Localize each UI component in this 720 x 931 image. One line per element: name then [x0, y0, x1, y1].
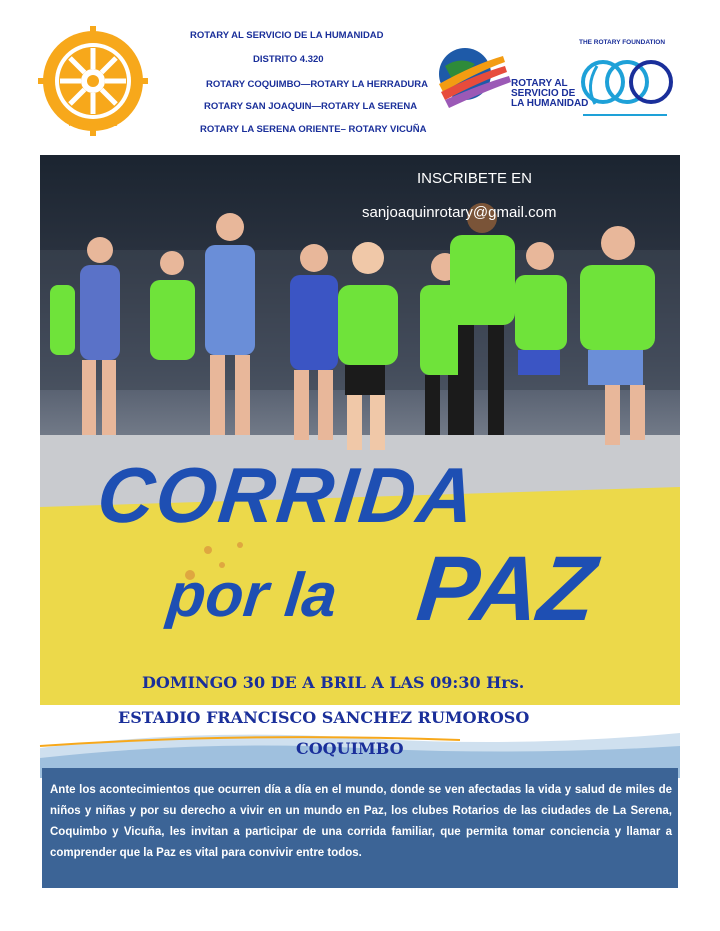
header-line-3: ROTARY COQUIMBO—ROTARY LA HERRADURA [206, 79, 429, 90]
rotary-wheel-logo [40, 28, 146, 134]
title-paz: PAZ [412, 538, 601, 640]
header-line-5: ROTARY LA SERENA ORIENTE– ROTARY VICUÑA [200, 124, 427, 135]
register-label: INSCRIBETE EN [417, 170, 533, 187]
rotary-foundation-logo [575, 34, 675, 124]
header-line-4: ROTARY SAN JOAQUIN—ROTARY LA SERENA [204, 101, 418, 112]
title-corrida: CORRIDA [93, 451, 481, 539]
service-logo-line-2: SERVICIO DE [511, 88, 576, 99]
service-logo-line-1: ROTARY AL [511, 78, 568, 89]
wheel-top-text: ROTARY [78, 37, 108, 44]
wheel-bottom-text: INTERNATIONAL [68, 122, 118, 128]
header [40, 22, 680, 154]
description-text: Ante los acontecimientos que ocurren día a día en el mundo, donde se ven afectadas la vida y salud de miles de niños y niñas y por su derecho a vivir en un mundo en Paz, los clubes Rotarios de las ciudades de La Serena, Coquimbo y Vicuña, les invitan a participar de una corrida familiar, que permita tomar conciencia y llamar a comprender que la Paz es vital para convivir entre todos. [50, 784, 672, 859]
event-date: DOMINGO 30 DE A BRIL A LAS 09:30 Hrs. [142, 673, 525, 692]
foundation-title: THE ROTARY FOUNDATION [579, 39, 666, 46]
event-venue: ESTADIO FRANCISCO SANCHEZ RUMOROSO [118, 708, 530, 727]
rotary-service-logo [435, 36, 589, 116]
title-por-la: por la [164, 561, 341, 630]
service-logo-line-3: LA HUMANIDAD [511, 98, 589, 109]
header-line-2: DISTRITO 4.320 [253, 54, 324, 65]
race-photo [40, 155, 680, 705]
description-box [42, 768, 678, 888]
event-city: COQUIMBO [296, 739, 404, 758]
header-line-1: ROTARY AL SERVICIO DE LA HUMANIDAD [190, 30, 384, 41]
register-email[interactable]: sanjoaquinrotary@gmail.com [362, 204, 557, 221]
